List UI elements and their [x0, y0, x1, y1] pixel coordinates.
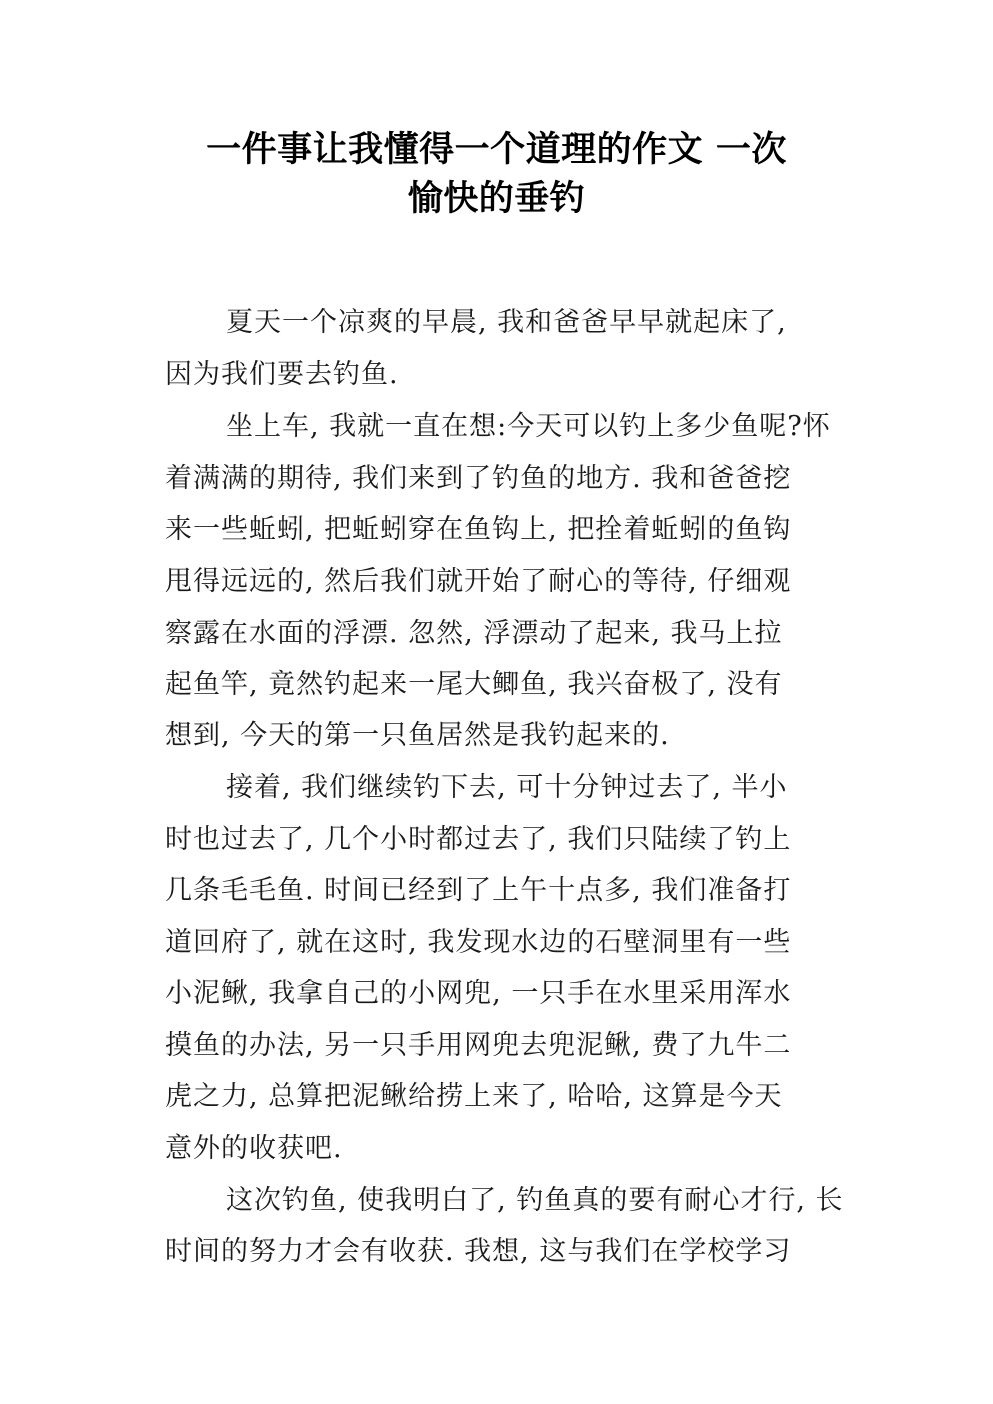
paragraph-3-line-7: 虎之力, 总算把泥鳅给捞上来了, 哈哈, 这算是今天 — [165, 1081, 783, 1112]
paragraph-3-line-8: 意外的收获吧. — [165, 1133, 343, 1164]
paragraph-3-line-5: 小泥鳅, 我拿自己的小网兜, 一只手在水里采用浑水 — [165, 978, 792, 1009]
paragraph-3-line-6: 摸鱼的办法, 另一只手用网兜去兜泥鳅, 费了九牛二 — [165, 1030, 792, 1061]
paragraph-3-line-4: 道回府了, 就在这时, 我发现水边的石壁洞里有一些 — [165, 927, 792, 958]
paragraph-2-line-7: 想到, 今天的第一只鱼居然是我钓起来的. — [165, 720, 670, 751]
paragraph-3-line-2: 时也过去了, 几个小时都过去了, 我们只陆续了钓上 — [165, 824, 792, 855]
paragraph-4-line-1: 这次钓鱼, 使我明白了, 钓鱼真的要有耐心才行, 长 — [226, 1185, 844, 1216]
paragraph-3-line-3: 几条毛毛鱼. 时间已经到了上午十点多, 我们准备打 — [165, 875, 792, 906]
paragraph-2-line-5: 察露在水面的浮漂. 忽然, 浮漂动了起来, 我马上拉 — [165, 618, 783, 649]
paragraph-1-line-2: 因为我们要去钓鱼. — [165, 359, 399, 390]
paragraph-2-line-3: 来一些蚯蚓, 把蚯蚓穿在鱼钩上, 把拴着蚯蚓的鱼钩 — [165, 514, 792, 545]
paragraph-4-line-2: 时间的努力才会有收获. 我想, 这与我们在学校学习 — [165, 1236, 792, 1267]
paragraph-2-line-2: 着满满的期待, 我们来到了钓鱼的地方. 我和爸爸挖 — [165, 463, 792, 494]
paragraph-3-line-1: 接着, 我们继续钓下去, 可十分钟过去了, 半小 — [226, 772, 788, 803]
paragraph-1-line-1: 夏天一个凉爽的早晨, 我和爸爸早早就起床了, — [226, 307, 787, 338]
paragraph-2-line-1: 坐上车, 我就一直在想:今天可以钓上多少鱼呢?怀 — [226, 411, 831, 442]
paragraph-2-line-4: 甩得远远的, 然后我们就开始了耐心的等待, 仔细观 — [165, 566, 792, 597]
document-title-line-2: 愉快的垂钓 — [407, 179, 586, 219]
paragraph-2-line-6: 起鱼竿, 竟然钓起来一尾大鲫鱼, 我兴奋极了, 没有 — [165, 669, 783, 700]
document-title-line-1: 一件事让我懂得一个道理的作文 一次 — [206, 130, 787, 170]
